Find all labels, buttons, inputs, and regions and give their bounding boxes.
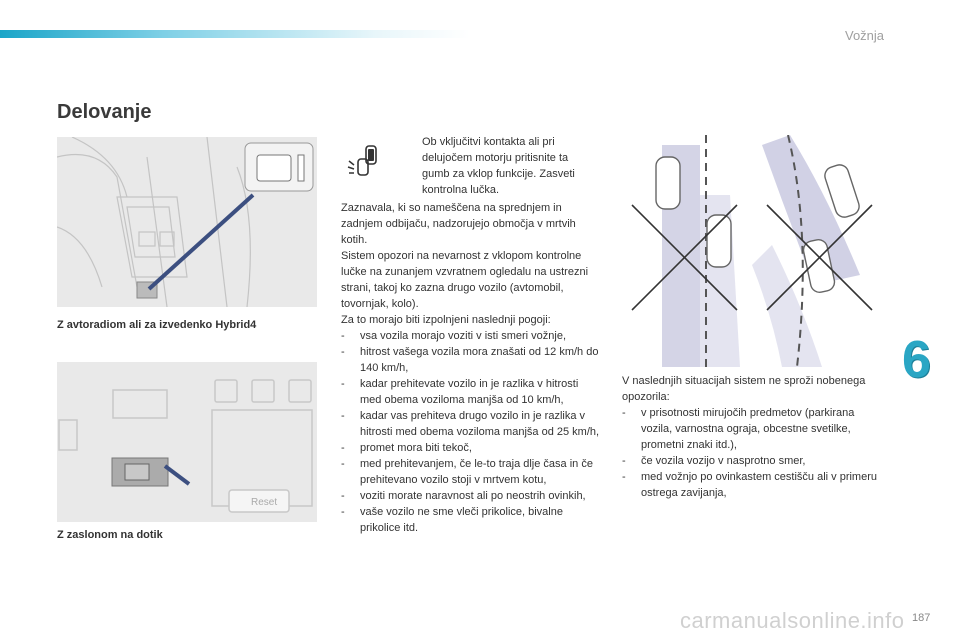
section-title: Vožnja [845, 28, 885, 43]
list-item: - če vozila vozijo v nasprotno smer, [622, 455, 806, 467]
page-title: Delovanje [57, 101, 152, 123]
list-item: - kadar prehitevate vozilo in je razlika v hitrosti med obema voziloma manjša od 10 km/h, [341, 378, 579, 406]
list-item: - med vožnjo po ovinkastem cestišču ali v primeru ostrega zavijanja, [622, 471, 877, 499]
caption-touch: Z zaslonom na dotik [57, 529, 163, 541]
list-item: - vsa vozila morajo voziti v isti smeri vožnje, [341, 330, 567, 342]
watermark: carmanualsonline.info [680, 608, 905, 633]
paragraph: Zaznavala, ki so nameščena na sprednjem in zadnjem odbijaču, nadzorujejo območja v mrtvih kotih. [341, 202, 576, 246]
list-item: - kadar vas prehiteva drugo vozilo in je razlika v hitrosti med obema voziloma manjša od 25 km/h, [341, 410, 600, 438]
list-item: - v prisotnosti mirujočih predmetov (parkirana vozila, varnostna ograja, obcestne svetilke, prometni znaki itd.), [622, 407, 855, 451]
middle-column [341, 200, 601, 536]
right-column [622, 373, 882, 501]
hint-text: Ob vključitvi kontakta ali pri delujočem motorju pritisnite ta gumb za vklop funkcije. Zasveti kontrolna lučka. [422, 136, 575, 196]
list-item: - voziti morate naravnost ali po neostrih ovinkih, [341, 490, 586, 502]
paragraph: V naslednjih situacijah sistem ne sproži nobenega opozorila: [622, 375, 866, 403]
list-item: - promet mora biti tekoč, [341, 442, 472, 454]
caption-radio: Z avtoradiom ali za izvedenko Hybrid4 [57, 319, 257, 331]
paragraph: Za to morajo biti izpolnjeni naslednji pogoji: [341, 314, 551, 326]
road-diagram [622, 135, 878, 367]
list-item: - hitrost vašega vozila mora znašati od 12 km/h do 140 km/h, [341, 346, 599, 374]
list-item: - med prehitevanjem, če le-to traja dlje časa in če prehitevano vozilo stoji v mrtvem kotu, [341, 458, 593, 486]
reset-label: Reset [251, 497, 278, 508]
page-number: 187 [912, 612, 931, 624]
touchscreen-illustration [57, 362, 317, 522]
chapter-number: 6 [902, 331, 931, 389]
header-accent-bar [0, 30, 470, 38]
list-item: - vaše vozilo ne sme vleči prikolice, bivalne prikolice itd. [341, 506, 563, 534]
blind-spot-button-icon [346, 143, 382, 179]
console-illustration [57, 137, 317, 307]
paragraph: Sistem opozori na nevarnost z vklopom kontrolne lučke na zunanjem vzvratnem ogledalu na ustrezni strani, takoj ko zazna drugo vozilo (avtomobil, tovornjak, kolo). [341, 250, 589, 310]
